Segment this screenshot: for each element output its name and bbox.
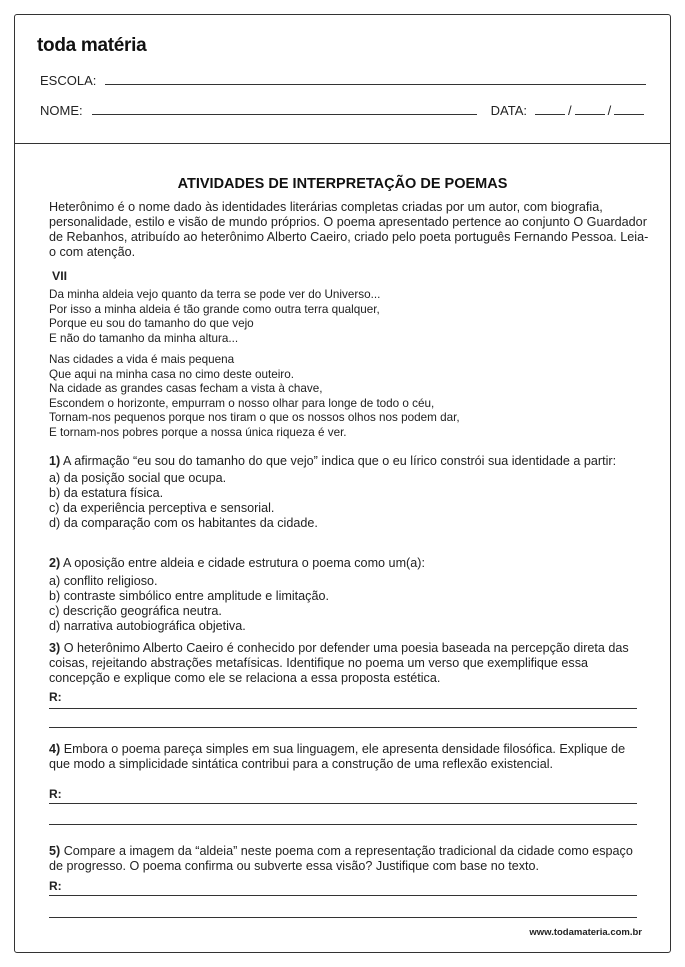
answer-line[interactable] bbox=[49, 727, 637, 728]
answer-label: R: bbox=[49, 879, 62, 893]
answer-line[interactable] bbox=[49, 917, 637, 918]
worksheet-header bbox=[15, 15, 670, 144]
poem-verse: Escondem o horizonte, empurram o nosso olhar para longe de todo o céu, bbox=[49, 396, 435, 410]
question-statement: Compare a imagem da “aldeia” neste poema com a representação tradicional da cidade como espaço de progresso. O poema confirma ou subverte essa visão? Justifique com base no texto. bbox=[49, 844, 633, 873]
name-label: NOME: bbox=[40, 103, 83, 118]
poem-verse: Que aqui na minha casa no cimo deste outeiro. bbox=[49, 367, 294, 381]
poem-stanza-1 bbox=[49, 288, 649, 346]
question-number: 2) bbox=[49, 556, 61, 570]
question-5 bbox=[49, 844, 649, 874]
question-statement: O heterônimo Alberto Caeiro é conhecido por defender uma poesia baseada na percepção direta das coisas, rejeitando abstrações metafísicas. Identifique no poema um verso que exemplifique essa concepção e explique como ele se relaciona a essa proposta estética. bbox=[49, 641, 629, 685]
option-d[interactable]: d) narrativa autobiográfica objetiva. bbox=[49, 619, 246, 633]
date-day-line[interactable] bbox=[535, 114, 565, 115]
option-a[interactable]: a) conflito religioso. bbox=[49, 574, 158, 588]
question-4 bbox=[49, 742, 649, 772]
option-d[interactable]: d) da comparação com os habitantes da cidade. bbox=[49, 516, 318, 530]
question-number: 4) bbox=[49, 742, 61, 756]
question-number: 5) bbox=[49, 844, 61, 858]
date-year-line[interactable] bbox=[614, 114, 644, 115]
poem-verse: E tornam-nos pobres porque a nossa única riqueza é ver. bbox=[49, 425, 347, 439]
question-2-text bbox=[49, 556, 649, 571]
question-number: 3) bbox=[49, 641, 61, 655]
question-number: 1) bbox=[49, 454, 61, 468]
option-b[interactable]: b) contraste simbólico entre amplitude e limitação. bbox=[49, 589, 329, 603]
school-label: ESCOLA: bbox=[40, 73, 97, 88]
question-5-text bbox=[49, 844, 649, 874]
poem-verse: Nas cidades a vida é mais pequena bbox=[49, 353, 235, 366]
page-title: ATIVIDADES DE INTERPRETAÇÃO DE POEMAS bbox=[177, 176, 508, 192]
option-c[interactable]: c) descrição geográfica neutra. bbox=[49, 604, 222, 618]
question-statement: A oposição entre aldeia e cidade estrutura o poema como um(a): bbox=[63, 556, 425, 570]
answer-label: R: bbox=[49, 690, 62, 704]
answer-label: R: bbox=[49, 787, 62, 801]
school-input-line[interactable] bbox=[105, 84, 646, 85]
date-month-line[interactable] bbox=[575, 114, 605, 115]
question-2 bbox=[49, 556, 649, 634]
option-b[interactable]: b) da estatura física. bbox=[49, 486, 164, 500]
name-row bbox=[40, 103, 646, 118]
name-input-line[interactable] bbox=[92, 114, 477, 115]
school-row bbox=[40, 73, 646, 88]
poem-verse: E não do tamanho da minha altura... bbox=[49, 331, 239, 345]
poem-verse: Tornam-nos pequenos porque nos tiram o que os nossos olhos nos podem dar, bbox=[49, 411, 460, 424]
answer-line[interactable] bbox=[49, 824, 637, 825]
date-separator: / bbox=[567, 103, 572, 118]
question-statement: Embora o poema pareça simples em sua linguagem, ele apresenta densidade filosófica. Explique de que modo a simplicidade sintática contribui para a construção de uma reflexão existencial. bbox=[49, 742, 626, 771]
poem-verse: Porque eu sou do tamanho do que vejo bbox=[49, 317, 254, 330]
question-2-options bbox=[49, 574, 649, 634]
question-1 bbox=[49, 454, 649, 531]
question-4-text bbox=[49, 742, 649, 772]
intro-text: Heterônimo é o nome dado às identidades literárias completas criadas por um autor, com biografia, personalidade, estilo e visão de mundo próprios. O poema apresentado pertence ao conjunto O Guardador de Rebanhos, atribuído ao heterônimo Alberto Caeiro, criado pelo poeta português Fernando Pessoa. Leia-o com atenção. bbox=[49, 200, 649, 259]
option-c[interactable]: c) da experiência perceptiva e sensorial. bbox=[49, 501, 275, 515]
question-statement: A afirmação “eu sou do tamanho do que vejo” indica que o eu lírico constrói sua identidade a partir: bbox=[63, 454, 617, 468]
poem-heading: VII bbox=[52, 269, 68, 283]
footer-url[interactable]: www.todamateria.com.br bbox=[529, 927, 642, 938]
poem-verse: Da minha aldeia vejo quanto da terra se pode ver do Universo... bbox=[49, 288, 381, 301]
worksheet-page bbox=[14, 14, 671, 953]
date-separator: / bbox=[607, 103, 612, 118]
logo: toda matéria bbox=[37, 35, 147, 56]
question-3 bbox=[49, 641, 649, 686]
poem-verse: Na cidade as grandes casas fecham a vista à chave, bbox=[49, 382, 323, 395]
date-label: DATA: bbox=[490, 103, 527, 118]
question-1-text bbox=[49, 454, 649, 469]
poem-verse: Por isso a minha aldeia é tão grande como outra terra qualquer, bbox=[49, 302, 380, 316]
answer-line[interactable] bbox=[49, 803, 637, 804]
question-1-options bbox=[49, 471, 649, 531]
question-3-text bbox=[49, 641, 649, 686]
answer-line[interactable] bbox=[49, 708, 637, 709]
answer-line[interactable] bbox=[49, 895, 637, 896]
option-a[interactable]: a) da posição social que ocupa. bbox=[49, 471, 227, 485]
poem-stanza-2 bbox=[49, 353, 649, 440]
